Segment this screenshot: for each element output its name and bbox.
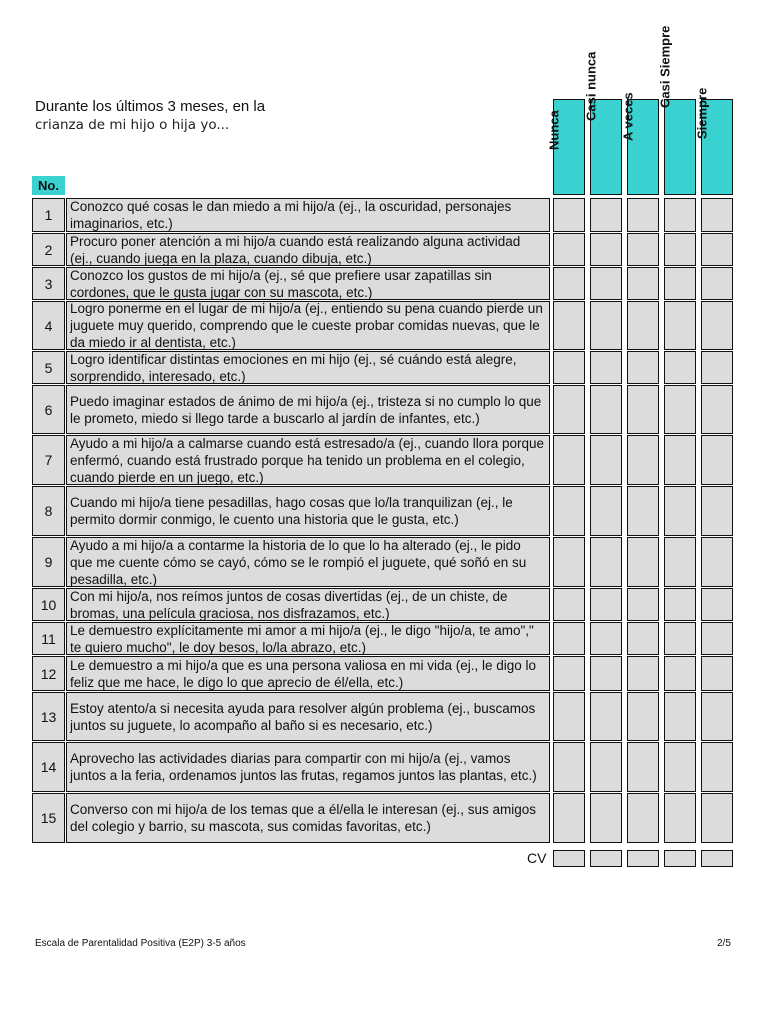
row-question — [66, 537, 550, 587]
answer-cell-5[interactable] — [701, 351, 733, 384]
answer-cell-1[interactable] — [553, 301, 585, 350]
answer-cell-1[interactable] — [553, 793, 585, 843]
answer-cell-4[interactable] — [664, 301, 696, 350]
answer-cell-3[interactable] — [627, 233, 659, 266]
intro-line-1: Durante los últimos 3 meses, en la — [35, 98, 266, 115]
cv-cell-1[interactable] — [553, 850, 585, 867]
answer-cell-5[interactable] — [701, 692, 733, 741]
row-question-text: Conozco qué cosas le dan miedo a mi hijo/a (ej., la oscuridad, personajes imaginarios, etc.) — [70, 199, 512, 231]
answer-cell-1[interactable] — [553, 198, 585, 232]
row-number: 14 — [32, 742, 65, 792]
answer-cell-2[interactable] — [590, 198, 622, 232]
answer-cell-3[interactable] — [627, 588, 659, 621]
answer-cell-2[interactable] — [590, 793, 622, 843]
answer-cell-1[interactable] — [553, 486, 585, 536]
row-number: 12 — [32, 656, 65, 691]
answer-cell-1[interactable] — [553, 742, 585, 792]
row-question — [66, 486, 550, 536]
answer-cell-4[interactable] — [664, 588, 696, 621]
answer-cell-4[interactable] — [664, 742, 696, 792]
cv-label: CV — [527, 850, 547, 866]
answer-cell-4[interactable] — [664, 198, 696, 232]
intro-text — [35, 98, 265, 134]
answer-cell-1[interactable] — [553, 622, 585, 655]
answer-cell-2[interactable] — [590, 692, 622, 741]
answer-cell-3[interactable] — [627, 537, 659, 587]
column-header-label: A veces — [620, 92, 636, 142]
answer-cell-2[interactable] — [590, 233, 622, 266]
row-question — [66, 351, 550, 384]
answer-cell-5[interactable] — [701, 267, 733, 300]
row-question-text: Procuro poner atención a mi hijo/a cuando está realizando alguna actividad (ej., cuando juega en la plaza, cuando dibuja, etc.) — [70, 233, 521, 266]
answer-cell-2[interactable] — [590, 351, 622, 384]
row-number: 7 — [32, 435, 65, 485]
column-header-2 — [583, 51, 622, 195]
answer-cell-5[interactable] — [701, 537, 733, 587]
answer-cell-2[interactable] — [590, 435, 622, 485]
answer-cell-5[interactable] — [701, 435, 733, 485]
row-question-text: Logro ponerme en el lugar de mi hijo/a (ej., entiendo su pena cuando pierde un juguete muy querido, comprendo que le cueste probar comidas nuevas, que le da miedo ir al dentista, etc.) — [70, 301, 543, 350]
column-header-5 — [694, 87, 733, 195]
row-question-text: Ayudo a mi hijo/a a contarme la historia de lo que lo ha alterado (ej., le pido que me cuente cómo se cayó, cómo se le rompió el juguete, qué soñó en su pesadilla, etc.) — [70, 537, 527, 587]
answer-cell-5[interactable] — [701, 622, 733, 655]
answer-cell-1[interactable] — [553, 692, 585, 741]
row-question-text: Con mi hijo/a, nos reímos juntos de cosas divertidas (ej., de un chiste, de bromas, una película graciosa, nos disfrazamos, etc.) — [70, 588, 508, 621]
row-question-text: Puedo imaginar estados de ánimo de mi hijo/a (ej., tristeza si no cumplo lo que le prometo, miedo si llego tarde a buscarlo al jardín de infantes, etc.) — [70, 393, 542, 426]
row-question — [66, 622, 550, 655]
row-question — [66, 588, 550, 621]
answer-cell-1[interactable] — [553, 267, 585, 300]
row-question — [66, 435, 550, 485]
answer-cell-3[interactable] — [627, 385, 659, 434]
column-header-label: Nunca — [546, 110, 562, 151]
row-question — [66, 742, 550, 792]
answer-cell-1[interactable] — [553, 435, 585, 485]
answer-cell-1[interactable] — [553, 656, 585, 691]
answer-cell-5[interactable] — [701, 198, 733, 232]
answer-cell-2[interactable] — [590, 588, 622, 621]
row-question — [66, 233, 550, 266]
page-number: 2/5 — [717, 938, 731, 949]
row-question-text: Le demuestro a mi hijo/a que es una persona valiosa en mi vida (ej., le digo lo feliz que me hace, le digo lo que aprecio de él/ella, etc.) — [70, 657, 537, 690]
answer-cell-1[interactable] — [553, 351, 585, 384]
answer-cell-3[interactable] — [627, 793, 659, 843]
answer-cell-1[interactable] — [553, 385, 585, 434]
row-question — [66, 198, 550, 232]
row-number: 1 — [32, 198, 65, 232]
row-question-text: Conozco los gustos de mi hijo/a (ej., sé que prefiere usar zapatillas sin cordones, que le gusta jugar con su mascota, etc.) — [70, 267, 492, 300]
answer-cell-5[interactable] — [701, 233, 733, 266]
row-number: 15 — [32, 793, 65, 843]
answer-cell-1[interactable] — [553, 588, 585, 621]
row-question-text: Cuando mi hijo/a tiene pesadillas, hago cosas que lo/la tranquilizan (ej., le permito dormir conmigo, le cuento una historia que le gusta, etc.) — [70, 495, 513, 527]
answer-cell-4[interactable] — [664, 656, 696, 691]
answer-cell-2[interactable] — [590, 622, 622, 655]
cv-cell-5[interactable] — [701, 850, 733, 867]
answer-cell-4[interactable] — [664, 435, 696, 485]
row-number: 13 — [32, 692, 65, 741]
column-header-4 — [657, 25, 696, 195]
cv-cell-3[interactable] — [627, 850, 659, 867]
answer-cell-5[interactable] — [701, 486, 733, 536]
answer-cell-4[interactable] — [664, 622, 696, 655]
answer-cell-2[interactable] — [590, 537, 622, 587]
row-question-text: Estoy atento/a si necesita ayuda para resolver algún problema (ej., buscamos juntos su juguete, lo acompaño al baño si es necesario, etc.) — [70, 700, 536, 733]
row-question — [66, 656, 550, 691]
row-question-text: Logro identificar distintas emociones en mi hijo (ej., sé cuándo está alegre, sorprendido, interesado, etc.) — [70, 351, 517, 384]
answer-cell-4[interactable] — [664, 486, 696, 536]
answer-cell-3[interactable] — [627, 622, 659, 655]
answer-cell-3[interactable] — [627, 301, 659, 350]
column-header-label: Casi Siempre — [657, 25, 673, 108]
answer-cell-3[interactable] — [627, 486, 659, 536]
answer-cell-4[interactable] — [664, 537, 696, 587]
answer-cell-3[interactable] — [627, 267, 659, 300]
column-header-1 — [546, 99, 585, 195]
answer-cell-3[interactable] — [627, 656, 659, 691]
answer-cell-3[interactable] — [627, 692, 659, 741]
answer-cell-5[interactable] — [701, 656, 733, 691]
answer-cell-1[interactable] — [553, 537, 585, 587]
intro-line-2: crianza de mi hijo o hija yo... — [35, 117, 230, 133]
row-number: 2 — [32, 233, 65, 266]
answer-cell-4[interactable] — [664, 233, 696, 266]
answer-cell-3[interactable] — [627, 351, 659, 384]
row-question — [66, 301, 550, 350]
row-question — [66, 692, 550, 741]
cv-cell-2[interactable] — [590, 850, 622, 867]
answer-cell-2[interactable] — [590, 656, 622, 691]
answer-cell-2[interactable] — [590, 486, 622, 536]
row-number: 6 — [32, 385, 65, 434]
row-number: 3 — [32, 267, 65, 300]
column-header-label: Casi nunca — [583, 51, 599, 121]
row-question — [66, 793, 550, 843]
answer-cell-3[interactable] — [627, 742, 659, 792]
row-number: 8 — [32, 486, 65, 536]
answer-cell-4[interactable] — [664, 351, 696, 384]
answer-cell-5[interactable] — [701, 588, 733, 621]
answer-cell-5[interactable] — [701, 301, 733, 350]
row-number: 4 — [32, 301, 65, 350]
row-question-text: Le demuestro explícitamente mi amor a mi hijo/a (ej., le digo "hijo/a, te amo"," te quiero mucho", le doy besos, lo/la abrazo, etc.) — [70, 622, 534, 655]
column-header-label: Siempre — [694, 87, 710, 139]
answer-cell-3[interactable] — [627, 198, 659, 232]
answer-cell-3[interactable] — [627, 435, 659, 485]
answer-cell-5[interactable] — [701, 385, 733, 434]
row-question-text: Ayudo a mi hijo/a a calmarse cuando está estresado/a (ej., cuando llora porque enfermó, cuando está frustrado porque ha tenido un problema en el colegio, cuando pierde en un juego, etc.) — [70, 435, 545, 485]
row-question-text: Converso con mi hijo/a de los temas que a él/ella le interesan (ej., sus amigos del colegio y barrio, su mascota, sus comidas favoritas, etc.) — [70, 802, 536, 834]
column-header-3 — [620, 92, 659, 195]
answer-cell-4[interactable] — [664, 793, 696, 843]
answer-cell-5[interactable] — [701, 742, 733, 792]
row-number: 10 — [32, 588, 65, 621]
footer-title: Escala de Parentalidad Positiva (E2P) 3-5 años — [35, 938, 246, 949]
row-question-text: Aprovecho las actividades diarias para compartir con mi hijo/a (ej., vamos juntos a la feria, ordenamos juntos las frutas, regamos juntos las plantas, etc.) — [70, 751, 537, 783]
answer-cell-5[interactable] — [701, 793, 733, 843]
answer-cell-2[interactable] — [590, 267, 622, 300]
answer-cell-1[interactable] — [553, 233, 585, 266]
answer-cell-4[interactable] — [664, 385, 696, 434]
row-number: 5 — [32, 351, 65, 384]
row-question — [66, 267, 550, 300]
row-number: 11 — [32, 622, 65, 655]
answer-cell-2[interactable] — [590, 742, 622, 792]
answer-cell-2[interactable] — [590, 301, 622, 350]
answer-cell-4[interactable] — [664, 267, 696, 300]
number-column-header: No. — [32, 176, 65, 195]
row-number: 9 — [32, 537, 65, 587]
answer-cell-2[interactable] — [590, 385, 622, 434]
row-question — [66, 385, 550, 434]
cv-cell-4[interactable] — [664, 850, 696, 867]
answer-cell-4[interactable] — [664, 692, 696, 741]
